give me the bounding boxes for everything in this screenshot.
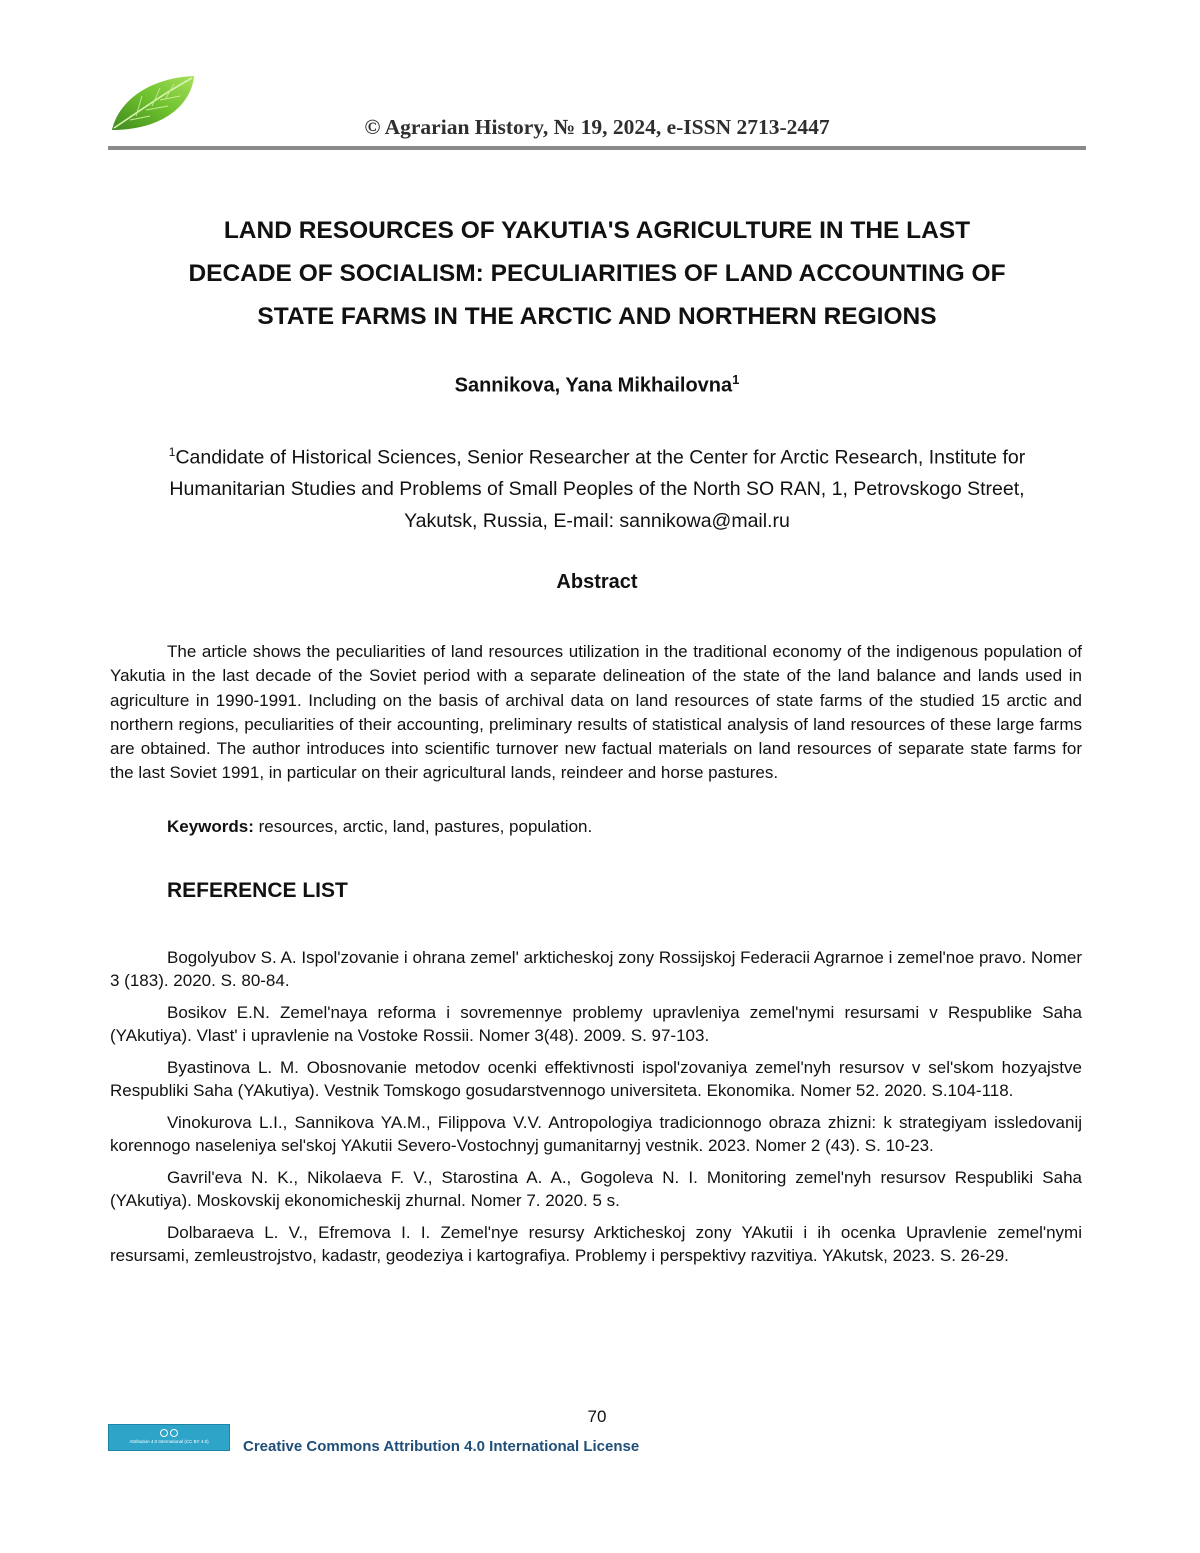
affiliation-line: Yakutsk, Russia, E-mail: sannikowa@mail.ru	[404, 509, 790, 532]
article-title	[108, 209, 1086, 338]
keywords-label: Keywords:	[167, 817, 254, 836]
reference-item: Vinokurova L.I., Sannikova YA.M., Filippova V.V. Antropologiya tradicionnogo obraza zhizni: k strategiyam issledovanij korennogo naseleniya sel'skoj YAkutii Severo-Vostochnyj gumanitarnyj vestnik. 2023. Nomer 2 (43). S. 10-23.	[110, 1113, 1082, 1155]
author-name	[108, 372, 1086, 398]
cc-icon	[160, 1429, 168, 1437]
reference-item: Bogolyubov S. A. Ispol'zovanie i ohrana zemel' arkticheskoj zony Rossijskoj Federacii Agrarnoe i zemel'noe pravo. Nomer 3 (183). 2020. S. 80-84.	[110, 948, 1082, 990]
reference-item: Byastinova L. M. Obosnovanie metodov ocenki effektivnosti ispol'zovaniya zemel'nyh resursov v sel'skom hozyajstve Respubliki Saha (YAkutiya). Vestnik Tomskogo gosudarstvennogo universiteta. Ekonomika. Nomer 52. 2020. S.104-118.	[110, 1058, 1082, 1100]
reference-item: Gavril'eva N. K., Nikolaeva F. V., Starostina A. A., Gogoleva N. I. Monitoring zemel'nyh resursov Respubliki Saha (YAkutiya). Moskovskij ekonomicheskij zhurnal. Nomer 7. 2020. 5 s.	[110, 1168, 1082, 1210]
reference-item: Dolbaraeva L. V., Efremova I. I. Zemel'nye resursy Arkticheskoj zony YAkutii i ih ocenka Upravlenie zemel'nymi resursami, zemleustrojstvo, kadastr, geodeziya i kartografiya. Problemy i perspektivy razvitiya. YAkutsk, 2023. S. 26-29.	[110, 1223, 1082, 1265]
affiliation-superscript: 1	[168, 445, 176, 459]
page-number: 70	[587, 1407, 607, 1426]
title-line: LAND RESOURCES OF YAKUTIA'S AGRICULTURE IN THE LAST	[223, 217, 971, 244]
abstract-heading: Abstract	[556, 571, 638, 593]
affiliation-line	[108, 437, 1086, 474]
reference-list-heading: REFERENCE LIST	[167, 879, 348, 902]
reference-list	[110, 947, 1082, 1277]
header-rule	[108, 146, 1086, 150]
title-line: DECADE OF SOCIALISM: PECULIARITIES OF LAND ACCOUNTING OF	[188, 260, 1006, 287]
keywords	[167, 817, 592, 837]
reference-item: Bosikov E.N. Zemel'naya reforma i sovremennye problemy upravleniya zemel'nymi resursami v Respublike Saha (YAkutiya). Vlast' i upravlenie na Vostoke Rossii. Nomer 3(48). 2009. S. 97-103.	[110, 1003, 1082, 1045]
affiliation-text: Candidate of Historical Sciences, Senior Researcher at the Center for Arctic Research, Institute for	[175, 446, 1026, 469]
by-icon	[170, 1429, 178, 1437]
author-text: Sannikova, Yana Mikhailovna	[454, 374, 733, 397]
title-line: STATE FARMS IN THE ARCTIC AND NORTHERN REGIONS	[257, 303, 937, 330]
journal-header: © Agrarian History, № 19, 2024, e-ISSN 2713-2447	[364, 115, 830, 139]
affiliation	[108, 437, 1086, 537]
cc-badge-text: Attribution 4.0 International (CC BY 4.0)	[129, 1439, 209, 1444]
cc-license-badge[interactable]	[108, 1424, 230, 1451]
abstract-text: The article shows the peculiarities of land resources utilization in the traditional economy of the indigenous population of Yakutia in the last decade of the Soviet period with a separate delineation of the state of the land balance and lands used in agriculture in 1990-1991. Including on the basis of archival data on land resources of state farms of the studied 15 arctic and northern regions, peculiarities of their accounting, preliminary results of statistical analysis of land resources of these large farms are obtained. The author introduces into scientific turnover new factual materials on land resources of separate state farms for the last Soviet 1991, in particular on their agricultural lands, reindeer and horse pastures.	[110, 642, 1082, 783]
keywords-text: resources, arctic, land, pastures, population.	[253, 817, 593, 836]
affiliation-line: Humanitarian Studies and Problems of Small Peoples of the North SO RAN, 1, Petrovskogo Street,	[169, 478, 1025, 500]
author-superscript: 1	[732, 372, 740, 387]
license-text[interactable]: Creative Commons Attribution 4.0 International License	[243, 1438, 640, 1455]
